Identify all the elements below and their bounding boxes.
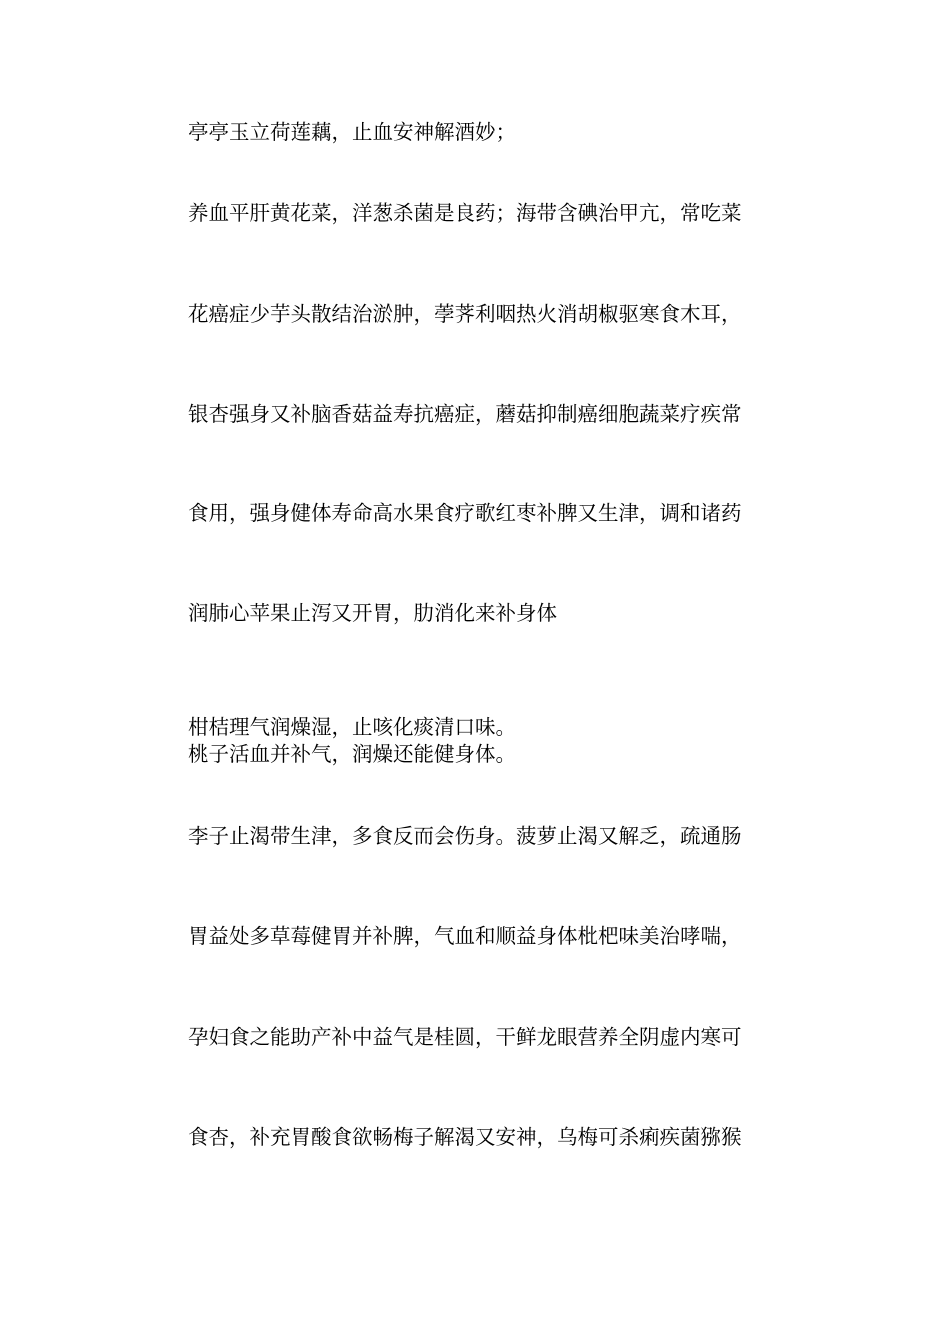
text-line-1: 亭亭玉立荷莲藕，止血安神解酒妙； (188, 120, 516, 144)
text-line-11: 孕妇食之能助产补中益气是桂圆，干鲜龙眼营养全阴虚内寒可 (188, 1025, 742, 1049)
text-line-8: 桃子活血并补气，润燥还能健身体。 (188, 742, 516, 766)
text-line-6: 润肺心苹果止泻又开胃，肋消化来补身体 (188, 601, 557, 625)
text-line-5: 食用，强身健体寿命高水果食疗歌红枣补脾又生津，调和诸药 (188, 501, 742, 525)
text-line-2: 养血平肝黄花菜，洋葱杀菌是良药；海带含碘治甲亢，常吃菜 (188, 201, 742, 225)
text-line-12: 食杏，补充胃酸食欲畅梅子解渴又安神，乌梅可杀痢疾菌猕猴 (188, 1125, 742, 1149)
text-line-3: 花癌症少芋头散结治淤肿，荸荠利咽热火消胡椒驱寒食木耳， (188, 302, 742, 326)
text-line-7: 柑桔理气润燥湿，止咳化痰清口味。 (188, 715, 516, 739)
text-line-10: 胃益处多草莓健胃并补脾，气血和顺益身体枇杷味美治哮喘， (188, 924, 742, 948)
text-line-9: 李子止渴带生津，多食反而会伤身。菠萝止渴又解乏，疏通肠 (188, 824, 742, 848)
text-line-4: 银杏强身又补脑香菇益寿抗癌症，蘑菇抑制癌细胞蔬菜疗疾常 (188, 402, 742, 426)
